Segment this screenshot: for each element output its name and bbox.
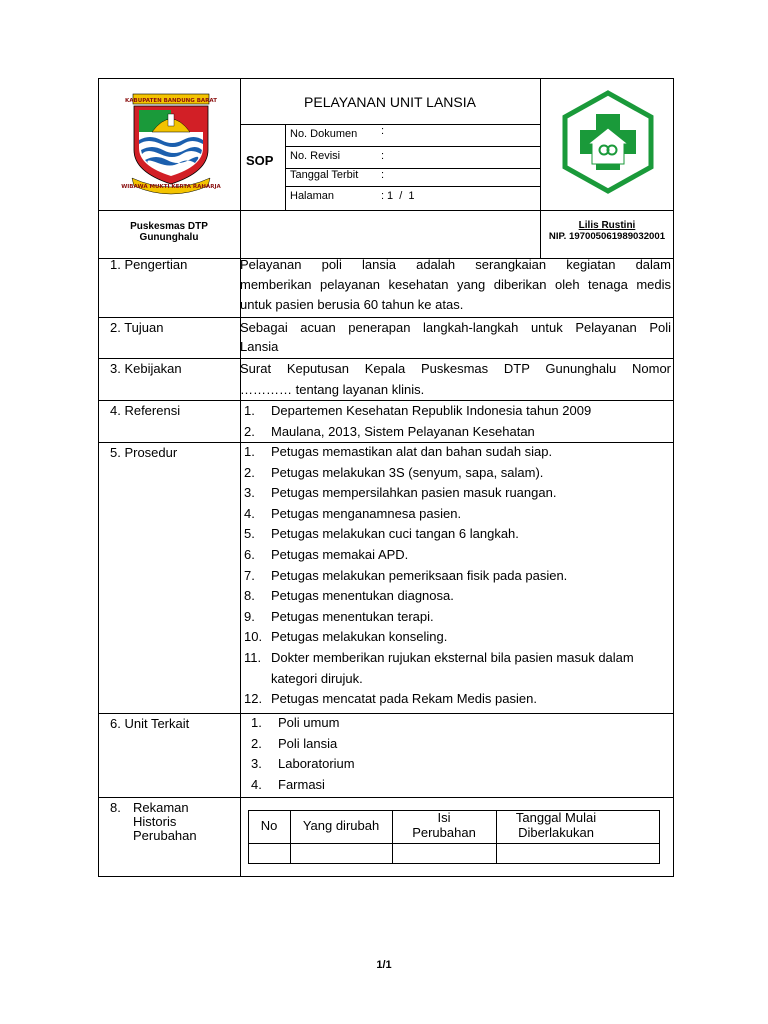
section-label: Historis [133,814,177,829]
section-label: 1. Pengertian [110,257,188,272]
institution-name: Puskesmas DTP [130,221,208,232]
rev-table-vline [659,810,660,864]
signer-name: Lilis Rustini [578,220,636,231]
doc-field-label: Halaman [290,190,335,202]
item-number: 6. [244,546,255,562]
item-text: Petugas melakukan konseling. [271,629,448,645]
doc-field-sep: : [381,150,385,162]
crest-bottom-text: WIBAWA MUKTI KERTA RAHARJA [121,184,221,190]
col-header-tanggal: Diberlakukan [518,825,594,840]
item-text: Petugas menganamnesa pasien. [271,505,462,521]
item-text: Petugas melakukan cuci tangan 6 langkah. [271,526,519,542]
item-number: 11. [244,649,262,665]
section-text-line: Lansia [240,339,279,354]
item-text: Petugas menentukan terapi. [271,608,434,624]
item-number: 10. [244,629,263,645]
sop-subtable-line [285,146,540,147]
section-text-line: Sebagai acuan penerapan langkah-langkah untuk Pelayanan Poli [240,320,671,335]
page-title: PELAYANAN UNIT LANSIA [304,94,476,110]
header-divider-left [240,78,241,877]
item-number: 2. [251,735,262,751]
doc-field-value: 1 / 1 [387,190,415,202]
section-text-line: Surat Keputusan Kepala Puskesmas DTP Gununghalu Nomor [240,361,671,376]
item-number: 4. [251,776,262,792]
section-text-line: untuk pasien berusia 60 tahun ke atas. [240,297,464,312]
section-text-line: ………… tentang layanan klinis. [240,382,425,397]
item-number: 7. [244,567,255,583]
item-number: 5. [244,526,255,542]
item-text: Petugas memakai APD. [271,546,409,562]
col-header-tanggal: Tanggal Mulai [515,810,597,825]
section-label: 3. Kebijakan [110,361,182,376]
crest-top-text: KABUPATEN BANDUNG BARAT [125,98,217,104]
item-text: Petugas mempersilahkan pasien masuk ruangan. [271,485,557,501]
section-label-number: 8. [110,800,121,815]
item-number: 2. [244,423,255,439]
institution-name: Gununghalu [139,232,199,243]
row-line [98,797,674,798]
item-text: Dokter memberikan rujukan eksternal bila pasien masuk dalam [271,649,634,665]
section-label: 5. Prosedur [110,445,178,460]
item-number: 1. [251,715,262,730]
doc-field-label: Tanggal Terbit [290,169,359,181]
col-header-no: No [260,818,278,833]
item-number: 3. [244,485,255,501]
col-header-isi: Isi [437,810,451,825]
item-text: Petugas mencatat pada Rekam Medis pasien. [271,691,537,707]
section-label: Perubahan [133,828,197,843]
revision-history-table [248,810,660,864]
rev-table-line [248,843,660,844]
item-number: 9. [244,608,255,624]
item-text: Departemen Kesehatan Republik Indonesia tahun 2009 [271,403,592,418]
table-border-left [98,78,99,877]
item-number: 2. [244,464,255,480]
doc-field-sep: : [381,190,385,202]
item-number: 8. [244,588,255,604]
item-text: Petugas melakukan pemeriksaan fisik pada pasien. [271,567,568,583]
doc-field-label: No. Revisi [290,150,341,162]
table-border-bottom [98,876,674,877]
kabupaten-crest-icon [121,92,221,198]
sop-label: SOP [246,153,274,168]
item-text: Petugas melakukan 3S (senyum, sapa, salam). [271,464,544,480]
sop-subtable-line [285,186,540,187]
doc-field-sep: : [381,169,385,181]
item-number: 1. [244,403,255,418]
item-text: Petugas memastikan alat dan bahan sudah siap. [271,444,553,459]
item-text: Petugas menentukan diagnosa. [271,588,454,604]
item-text: kategori dirujuk. [271,670,363,686]
item-text: Poli lansia [278,735,338,751]
section-text-line: memberikan pelayanan kesehatan yang diberikan oleh tenaga medis [240,277,671,292]
sop-subtable-vline [285,124,286,210]
page-number: 1/1 [376,959,392,971]
table-border-top [98,78,674,79]
doc-field-sep: : [381,125,385,137]
section-label: 6. Unit Terkait [110,716,190,731]
signer-nip: NIP. 197005061989032001 [548,231,666,242]
section-label: 4. Referensi [110,403,181,418]
item-text: Maulana, 2013, Sistem Pelayanan Kesehatan [271,423,535,439]
doc-field-label: No. Dokumen [290,128,358,140]
rev-table-line [248,863,660,864]
row-line [98,713,674,714]
item-text: Poli umum [278,715,340,730]
item-text: Farmasi [278,776,325,792]
section-label: Rekaman [133,800,189,815]
item-number: 3. [251,756,262,772]
item-text: Laboratorium [278,756,355,772]
section-label: 2. Tujuan [110,320,164,335]
section-text-line: Pelayanan poli lansia adalah serangkaian kegiatan dalam [240,257,671,272]
col-header-isi: Perubahan [412,825,476,840]
header-row-line [98,210,674,211]
item-number: 4. [244,505,255,521]
item-number: 12. [244,691,263,707]
puskesmas-logo-icon [556,90,660,194]
table-border-right [673,78,674,877]
item-number: 1. [244,444,255,459]
col-header-yang-dirubah: Yang dirubah [302,818,380,833]
